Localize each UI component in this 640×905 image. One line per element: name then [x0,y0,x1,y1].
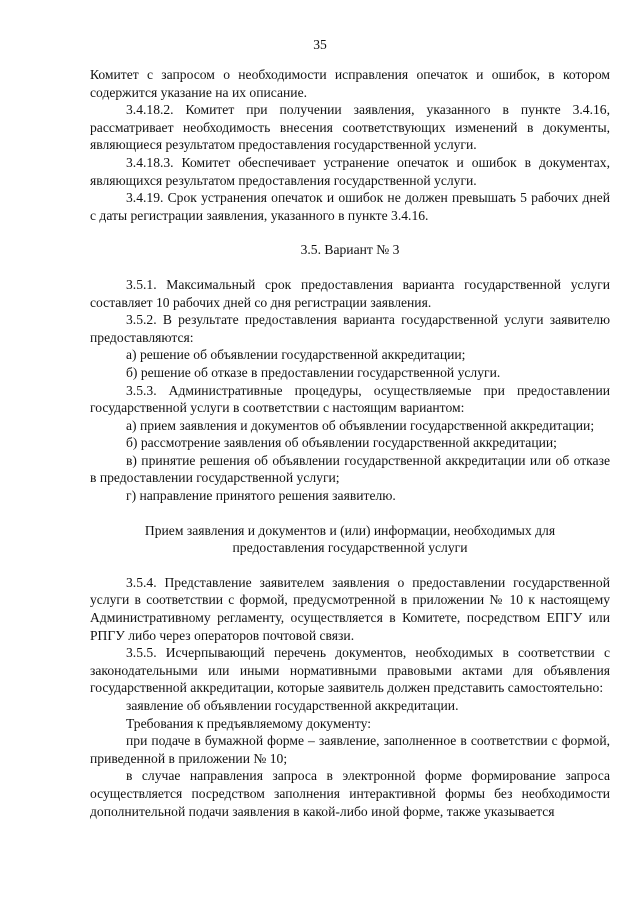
paragraph: 3.4.18.3. Комитет обеспечивает устранение опечаток и ошибок в документах, являющихся результатом предоставления государственной услуги. [90,154,610,188]
subsection-heading: Прием заявления и документов и (или) информации, необходимых для предоставления государственной услуги [144,522,556,556]
page-number: 35 [313,37,327,52]
paragraph: 3.5.5. Исчерпывающий перечень документов, необходимых в соответствии с законодательными или иными нормативными правовыми актами для объявления государственной аккредитации, которые заявитель должен представить самостоятельно: [90,645,610,696]
paragraph: 3.5.1. Максимальный срок предоставления варианта государственной услуги составляет 10 рабочих дней со дня регистрации заявления. [90,276,610,310]
paragraph: в случае направления запроса в электронной форме формирование запроса осуществляется посредством заполнения интерактивной формы без необходимости дополнительной подачи заявления в какой-либо иной форме, также указывается [90,768,610,819]
paragraph: Требования к предъявляемому документу: [126,715,371,731]
list-item: г) направление принятого решения заявителю. [126,488,396,504]
paragraph: при подаче в бумажной форме – заявление, заполненное в соответствии с формой, приведенной в приложении № 10; [90,733,610,766]
document-body [90,66,610,820]
paragraph: 3.5.4. Представление заявителем заявления о предоставлении государственной услуги в соответствии с формой, предусмотренной в приложении № 10 к настоящему Административному регламенту, осуществляется в Комитете, посредством ЕПГУ или РПГУ либо через операторов почтовой связи. [90,574,610,643]
list-item: в) принятие решения об объявлении государственной аккредитации или об отказе в предоставлении государственной услуги; [90,452,610,486]
paragraph: 3.4.19. Срок устранения опечаток и ошибок не должен превышать 5 рабочих дней с даты регистрации заявления, указанного в пункте 3.4.16. [90,190,610,223]
list-item: а) решение об объявлении государственной аккредитации; [126,347,466,363]
paragraph: 3.5.2. В результате предоставления варианта государственной услуги заявителю предоставляются: [90,312,610,345]
list-item: б) рассмотрение заявления об объявлении государственной аккредитации; [126,435,557,451]
paragraph: 3.5.3. Административные процедуры, осуществляемые при предоставлении государственной услуги в соответствии с настоящим вариантом: [90,382,610,416]
list-item: б) решение об отказе в предоставлении государственной услуги. [126,364,501,380]
section-heading: 3.5. Вариант № 3 [300,242,400,258]
paragraph: Комитет с запросом о необходимости исправления опечаток и ошибок, в котором содержится указание на их описание. [90,67,610,100]
paragraph: 3.4.18.2. Комитет при получении заявления, указанного в пункте 3.4.16, рассматривает необходимость внесения соответствующих изменений в документы, являющиеся результатом предоставления государственной услуги. [90,102,610,153]
list-item: а) прием заявления и документов об объявлении государственной аккредитации; [126,417,595,433]
paragraph: заявление об объявлении государственной аккредитации. [126,698,459,713]
